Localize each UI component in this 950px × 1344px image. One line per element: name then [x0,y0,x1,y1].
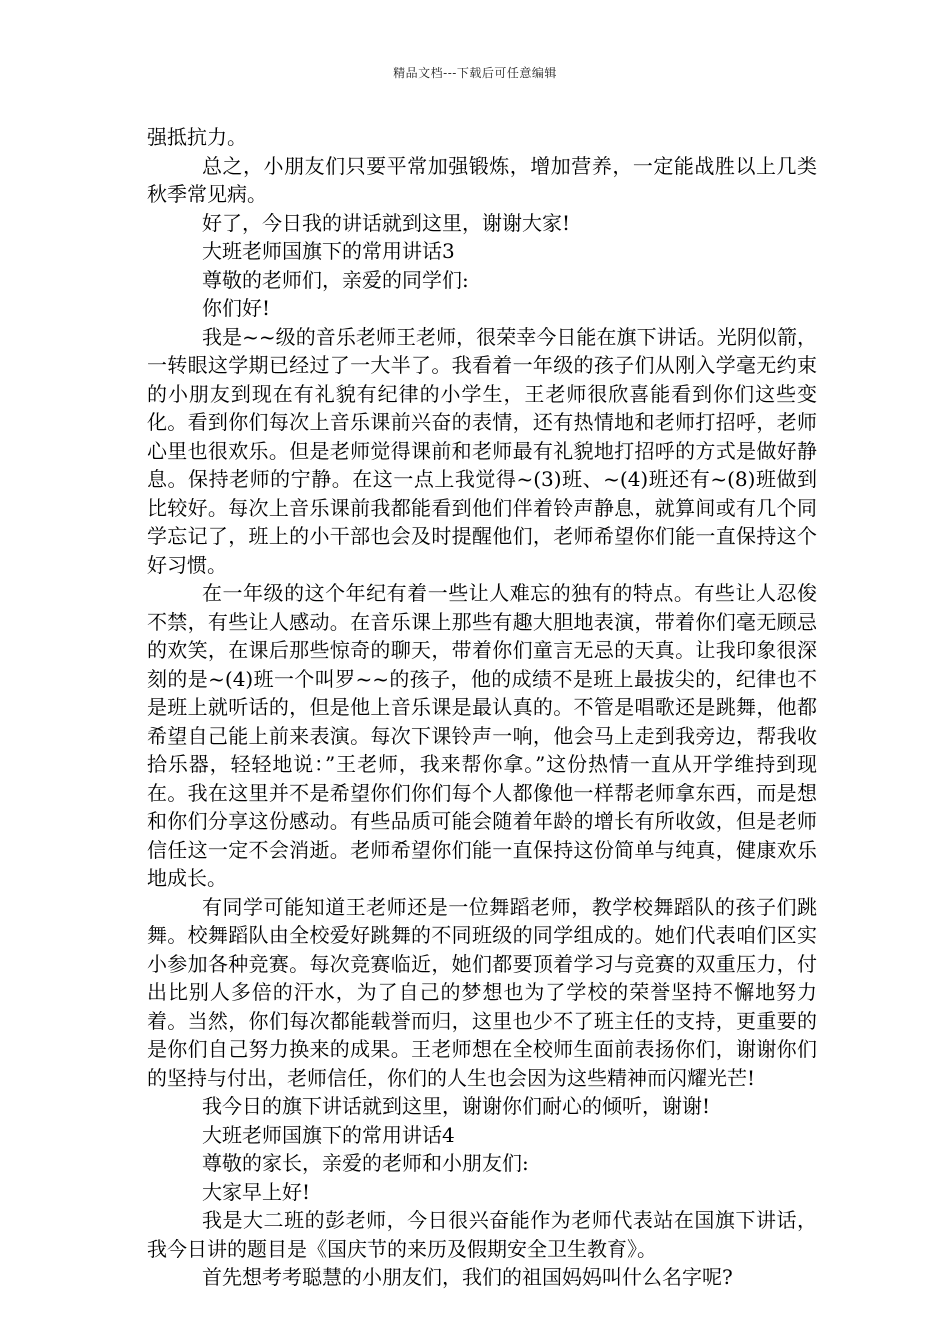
paragraph: 强抵抗力。 [147,125,247,149]
document-body [147,123,817,1292]
paragraph: 大班老师国旗下的常用讲话3 [202,239,455,263]
paragraph: 有同学可能知道王老师还是一位舞蹈老师，教学校舞蹈队的孩子们跳舞。校舞蹈队由全校爱好跳舞的不同班级的同学组成的。她们代表咱们区实小参加各种竞赛。每次竞赛临近，她们都要顶着学习与竞赛的双重压力，付出比别人多倍的汗水，为了自己的梦想也为了学校的荣誉坚持不懈地努力着。当然，你们每次都能载誉而归，这里也少不了班主任的支持，更重要的是你们自己努力换来的成果。王老师想在全校师生面前表扬你们，谢谢你们的坚持与付出，老师信任，你们的人生也会因为这些精神而闪耀光芒! [147,894,817,1090]
paragraph: 大班老师国旗下的常用讲话4 [202,1122,455,1147]
paragraph: 大家早上好! [202,1179,311,1204]
paragraph: 尊敬的家长，亲爱的老师和小朋友们: [202,1151,529,1175]
paragraph: 你们好! [202,296,271,320]
paragraph: 总之，小朋友们只要平常加强锻炼，增加营养，一定能战胜以上几类秋季常见病。 [147,153,817,206]
page-header: 精品文档---下载后可任意编辑 [393,66,557,80]
paragraph: 好了，今日我的讲话就到这里，谢谢大家! [202,210,571,235]
paragraph: 我是~~级的音乐老师王老师，很荣幸今日能在旗下讲话。光阴似箭，一转眼这学期已经过了一大半了。我看着一年级的孩子们从刚入学毫无约束的小朋友到现在有礼貌有纪律的小学生，王老师很欣喜能看到你们这些变化。看到你们每次上音乐课前兴奋的表情，还有热情地和老师打招呼，老师心里也很欢乐。但是老师觉得课前和老师最有礼貌地打招呼的方式是做好静息。保持老师的宁静。在这一点上我觉得~(3)班、~(4)班还有~(8)班做到比较好。每次上音乐课前我都能看到他们伴着铃声静息，就算间或有几个同学忘记了，班上的小干部也会及时提醒他们，老师希望你们能一直保持这个好习惯。 [147,324,817,577]
paragraph: 首先想考考聪慧的小朋友们，我们的祖国妈妈叫什么名字呢? [202,1265,733,1289]
paragraph: 我今日的旗下讲话就到这里，谢谢你们耐心的倾听，谢谢! [202,1094,711,1118]
paragraph: 尊敬的老师们，亲爱的同学们: [202,267,469,292]
paragraph: 在一年级的这个年纪有着一些让人难忘的独有的特点。有些让人忍俊不禁，有些让人感动。在音乐课上那些有趣大胆地表演，带着你们毫无顾忌的欢笑，在课后那些惊奇的聊天，带着你们童言无忌的天真。让我印象很深刻的是~(4)班一个叫罗~~的孩子，他的成绩不是班上最拔尖的，纪律也不是班上就听话的，但是他上音乐课是最认真的。不管是唱歌还是跳舞，他都希望自己能上前来表演。每次下课铃声一响，他会马上走到我旁边，帮我收拾乐器，轻轻地说：”王老师，我来帮你拿。”这份热情一直从开学维持到现在。我在这里并不是希望你们你们每个人都像他一样帮老师拿东西，而是想和你们分享这份感动。有些品质可能会随着年龄的增长有所收敛，但是老师信任这一定不会消逝。老师希望你们能一直保持这份简单与纯真，健康欢乐地成长。 [147,581,817,890]
paragraph: 我是大二班的彭老师，今日很兴奋能作为老师代表站在国旗下讲话，我今日讲的题目是《国庆节的来历及假期安全卫生教育》。 [147,1208,817,1261]
